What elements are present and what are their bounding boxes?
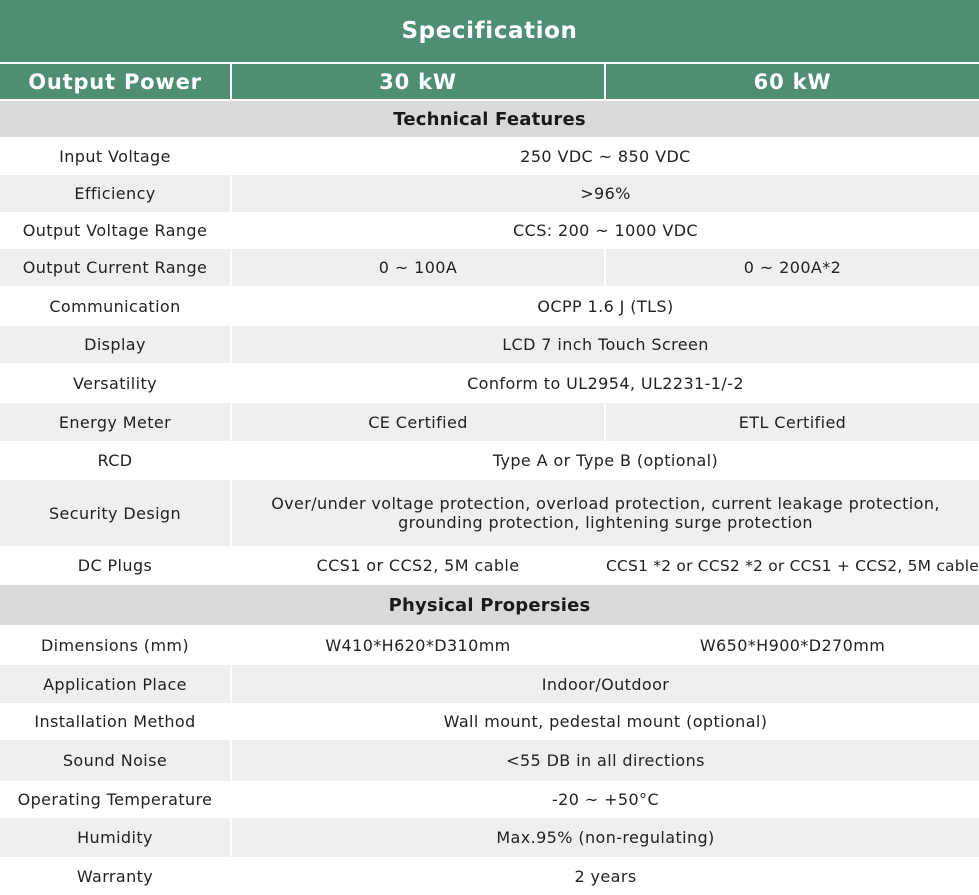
- spec-label: Energy Meter: [0, 403, 231, 441]
- spec-value-60kw: W650*H900*D270mm: [605, 625, 979, 665]
- spec-row: [0, 857, 979, 895]
- spec-value-30kw: W410*H620*D310mm: [231, 625, 605, 665]
- spec-row: [0, 480, 979, 546]
- spec-value: Type A or Type B (optional): [231, 441, 979, 480]
- spec-row: [0, 665, 979, 703]
- output-power-60kw: 60 kW: [605, 63, 979, 100]
- spec-label: Humidity: [0, 818, 231, 857]
- spec-row: [0, 175, 979, 212]
- spec-label: Dimensions (mm): [40, 635, 190, 655]
- spec-label: Efficiency: [0, 175, 231, 212]
- spec-label: Output Current Range: [0, 249, 231, 286]
- spec-row: [0, 546, 979, 585]
- spec-value: [231, 480, 979, 546]
- spec-value: CCS: 200 ~ 1000 VDC: [231, 212, 979, 249]
- spec-label: Output Voltage Range: [22, 221, 208, 240]
- spec-title: Specification: [0, 0, 979, 63]
- spec-row: [0, 363, 979, 403]
- spec-label: Security Design: [0, 480, 231, 546]
- spec-label: DC Plugs: [77, 556, 153, 575]
- spec-row: [0, 249, 979, 286]
- spec-value: 250 VDC ~ 850 VDC: [231, 137, 979, 175]
- spec-label: Display: [0, 326, 231, 363]
- spec-value: >96%: [231, 175, 979, 212]
- spec-label: Versatility: [72, 373, 158, 393]
- output-power-row: [0, 63, 979, 100]
- spec-value-30kw: CCS1 or CCS2, 5M cable: [231, 546, 605, 585]
- section-title: Technical Features: [0, 100, 979, 137]
- spec-value-30kw: CE Certified: [231, 403, 605, 441]
- section-title: Physical Propersies: [0, 585, 979, 625]
- spec-value-60kw: 0 ~ 200A*2: [605, 249, 979, 286]
- spec-row: [0, 441, 979, 480]
- spec-value: Indoor/Outdoor: [231, 665, 979, 703]
- section-header-row: [0, 585, 979, 625]
- output-power-30kw: 30 kW: [231, 63, 605, 100]
- spec-value-line: grounding protection, lightening surge protection: [398, 513, 813, 532]
- spec-label: Warranty: [76, 866, 154, 886]
- spec-row: [0, 740, 979, 781]
- spec-row: [0, 818, 979, 857]
- spec-value: LCD 7 inch Touch Screen: [231, 326, 979, 363]
- spec-label: Application Place: [0, 665, 231, 703]
- title-row: [0, 0, 979, 63]
- spec-value: <55 DB in all directions: [231, 740, 979, 781]
- spec-value: Conform to UL2954, UL2231-1/-2: [231, 363, 979, 403]
- spec-value-line: Over/under voltage protection, overload protection, current leakage protection,: [271, 494, 940, 513]
- spec-row: [0, 781, 979, 818]
- spec-label: RCD: [97, 451, 133, 470]
- spec-row: [0, 326, 979, 363]
- spec-value: OCPP 1.6 J (TLS): [231, 286, 979, 326]
- spec-value-30kw: 0 ~ 100A: [231, 249, 605, 286]
- spec-row: [0, 286, 979, 326]
- spec-label: Input Voltage: [59, 146, 171, 166]
- spec-label: Installation Method: [34, 712, 196, 731]
- spec-label: Communication: [49, 296, 181, 316]
- spec-value-60kw: ETL Certified: [605, 403, 979, 441]
- spec-value: Max.95% (non-regulating): [231, 818, 979, 857]
- spec-value: Wall mount, pedestal mount (optional): [231, 703, 979, 740]
- spec-value: -20 ~ +50°C: [231, 781, 979, 818]
- spec-row: [0, 137, 979, 175]
- spec-label: Operating Temperature: [17, 790, 213, 809]
- spec-row: [0, 212, 979, 249]
- spec-value-60kw: CCS1 *2 or CCS2 *2 or CCS1 + CCS2, 5M cable: [605, 546, 979, 585]
- spec-row: [0, 403, 979, 441]
- spec-label: Sound Noise: [0, 740, 231, 781]
- spec-value: 2 years: [231, 857, 979, 895]
- section-header-row: [0, 100, 979, 137]
- spec-row: [0, 703, 979, 740]
- spec-row: [0, 625, 979, 665]
- output-power-label: Output Power: [0, 63, 231, 100]
